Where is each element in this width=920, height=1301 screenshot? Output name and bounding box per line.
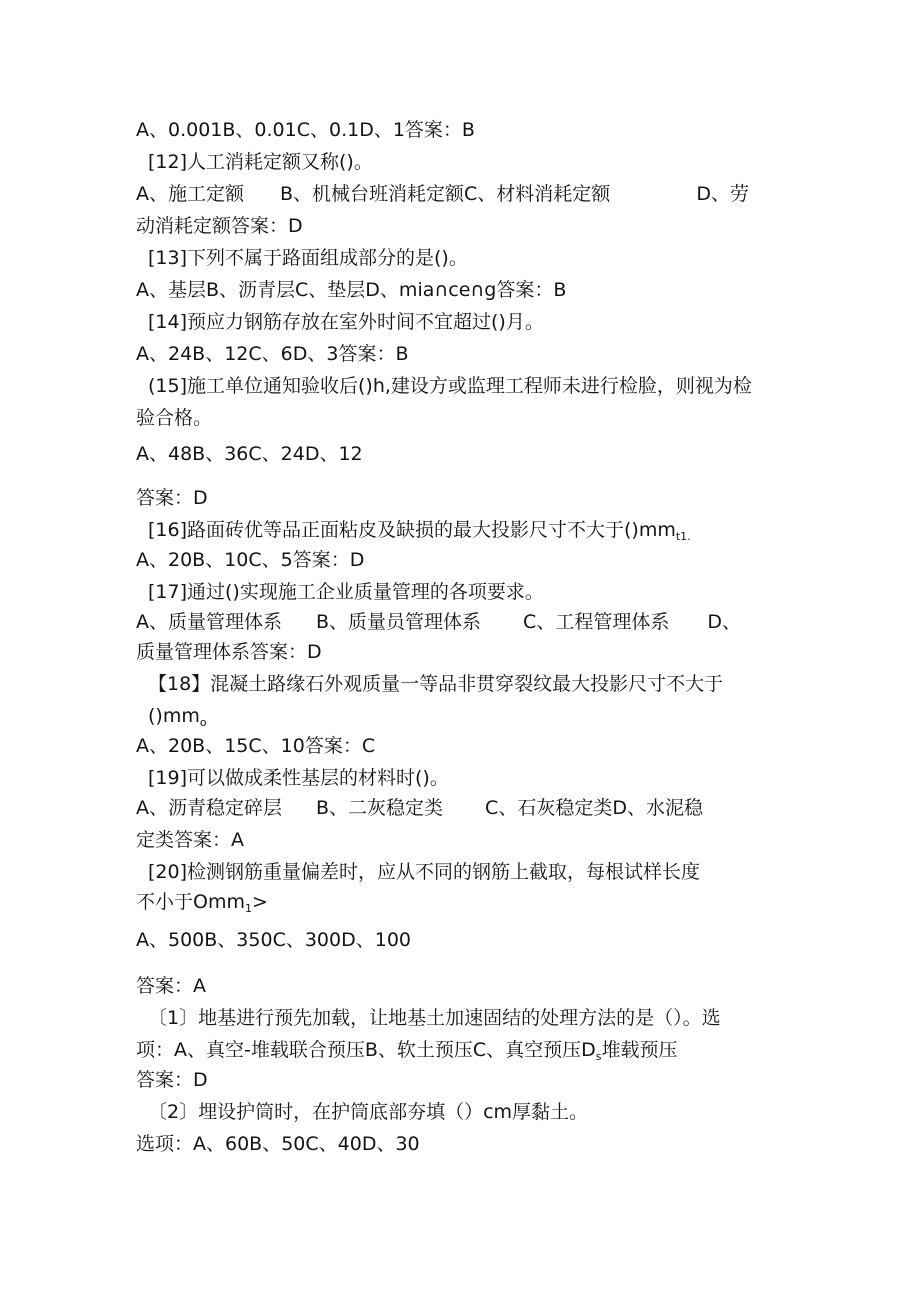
option-d-q17: D、	[707, 611, 741, 633]
options-line-q2: 选项：A、60B、50C、40D、30	[136, 1133, 420, 1155]
question-19: [19]可以做成柔性基层的材料时()。	[148, 767, 449, 789]
options-line-q12	[136, 182, 749, 206]
options-q1-end: 堆载预压	[601, 1039, 678, 1061]
answer-line-q15: 答案：D	[136, 487, 208, 509]
answer-line-q20: 答案：A	[136, 975, 206, 997]
question-16	[148, 518, 691, 549]
question-16-subscript: t1.	[675, 530, 691, 543]
options-line-q14: A、24B、12C、6D、3答案：B	[136, 343, 409, 365]
question-15-continued: 验合格。	[136, 407, 213, 429]
option-b-c-q12: B、机械台班消耗定额C、材料消耗定额	[280, 183, 611, 205]
question-18-unit: ()mm	[148, 705, 200, 727]
question-18-continued	[148, 704, 207, 735]
question-1: 〔1〕地基进行预先加载，让地基土加速固结的处理方法的是（）。选	[148, 1007, 721, 1029]
options-q1-subscript: s	[595, 1050, 602, 1063]
options-line-q15: A、48B、36C、24D、12	[136, 443, 363, 465]
question-16-text: [16]路面砖优等品正面粘皮及缺损的最大投影尺寸不大于()mm	[148, 519, 676, 541]
option-a-q17: A、质量管理体系	[136, 611, 282, 633]
answer-line-q19: 定类答案：A	[136, 829, 244, 851]
options-line-q19	[136, 796, 703, 820]
question-20-subscript: 1	[244, 902, 252, 915]
question-18-subscript: o	[199, 716, 207, 729]
options-line-q13: A、基层B、沥青层C、垫层D、mia∩ce∩g答案：B	[136, 279, 567, 301]
option-d-q12: D、劳	[696, 183, 749, 205]
question-2: 〔2〕埋设护筒时，在护筒底部夯填（）cm厚黏土。	[148, 1101, 589, 1123]
option-b-q17: B、质量员管理体系	[316, 611, 482, 633]
question-15: (15]施工单位通知验收后()h,建设方或监理工程师未进行检脸，则视为检	[148, 375, 752, 397]
option-a-q19: A、沥青稳定碎层	[136, 797, 282, 819]
question-18: 【18】混凝土路缘石外观质量一等品非贯穿裂纹最大投影尺寸不大于	[148, 673, 724, 695]
answer-line-q17: 质量管理体系答案：D	[136, 641, 322, 663]
question-20-continued	[136, 890, 268, 921]
options-line-q1	[136, 1038, 678, 1069]
options-line-q20: A、500B、350C、300D、100	[136, 929, 411, 951]
answer-line-q12: 动消耗定额答案：D	[136, 215, 303, 237]
question-17: [17]通过()实现施工企业质量管理的各项要求。	[148, 581, 544, 603]
options-line-q18: A、20B、15C、10答案：C	[136, 735, 376, 757]
question-14: [14]预应力钢筋存放在室外时间不宜超过()月。	[148, 311, 544, 333]
question-20-end: >	[251, 891, 268, 913]
option-c-d-q19: C、石灰稳定类D、水泥稳	[485, 797, 703, 819]
option-b-q19: B、二灰稳定类	[316, 797, 444, 819]
option-c-q17: C、工程管理体系	[523, 611, 670, 633]
option-a-q12: A、施工定额	[136, 183, 244, 205]
question-13: [13]下列不属于路面组成部分的是()。	[148, 247, 468, 269]
answer-line-q1: 答案：D	[136, 1069, 208, 1091]
question-20-unit: 不小于Omm	[136, 891, 245, 913]
options-line-q17	[136, 610, 741, 634]
options-q1-text: 项：A、真空-堆载联合预压B、软土预压C、真空预压D	[136, 1039, 596, 1061]
question-20: [20]检测钢筋重量偏差时，应从不同的钢筋上截取，每根试样长度	[148, 861, 701, 883]
options-line-q16: A、20B、10C、5答案：D	[136, 549, 365, 571]
options-line-q11: A、0.001B、0.01C、0.1D、1答案：B	[136, 119, 475, 141]
question-12: [12]人工消耗定额又称()。	[148, 151, 373, 173]
